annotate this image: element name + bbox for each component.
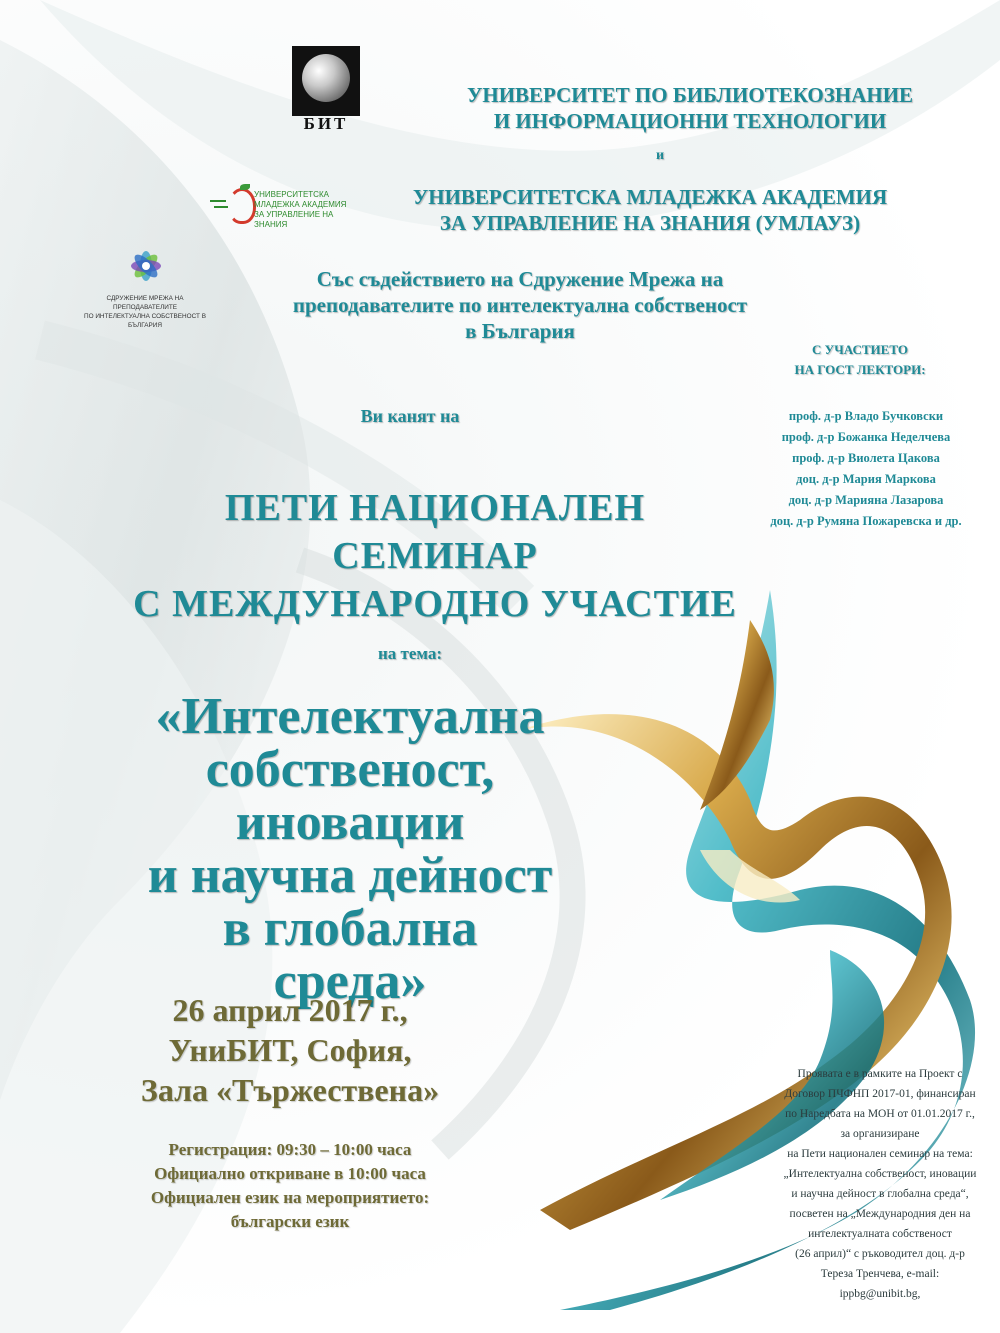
- note-line: интелектуалната собственост: [808, 1228, 952, 1240]
- network-association-logo: [80, 248, 210, 329]
- support-line3: в България: [465, 319, 575, 343]
- note-line: за организиране: [840, 1128, 920, 1140]
- umlauz-logo-text: [254, 190, 360, 230]
- note-line: по Наредбата на МОН от 01.01.2017 г.,: [785, 1108, 975, 1120]
- event-date: 26 април 2017 г.,: [172, 992, 408, 1028]
- guest-heading-line2: НА ГОСТ ЛЕКТОРИ:: [794, 362, 926, 377]
- event-details: [70, 1138, 510, 1234]
- support-statement: [220, 266, 820, 344]
- note-line: Договор ПЧФНП 2017-01, финансиран: [784, 1088, 976, 1100]
- note-line: Проявата е в рамките на Проект с: [797, 1068, 963, 1080]
- theme-label: на тема:: [377, 644, 443, 663]
- event-date-place: [70, 990, 510, 1110]
- official-language-label: Официален език на мероприятието:: [150, 1188, 430, 1207]
- guest-lecturer: доц. д-р Марияна Лазарова: [788, 493, 944, 507]
- note-line: „Интелектуална собственост, иновации: [783, 1168, 977, 1180]
- bit-logo-text: БИТ: [303, 114, 349, 133]
- event-title-line2: СЕМИНАР: [332, 535, 538, 577]
- leaf-icon: [240, 184, 250, 190]
- academy-name: [370, 184, 930, 236]
- network-logo-text: [80, 294, 210, 330]
- logo-line: [214, 206, 228, 208]
- event-title: [60, 484, 810, 628]
- flower-icon: [128, 248, 164, 284]
- note-line: (26 април)“ с ръководител доц. д-р: [795, 1248, 965, 1260]
- theme-line: собственост,: [205, 741, 495, 798]
- logo-line: [210, 200, 226, 202]
- guest-lecturer: проф. д-р Виолета Цакова: [792, 451, 940, 465]
- support-line2: преподавателите по интелектуална собственост: [292, 293, 748, 317]
- guest-heading-line1: С УЧАСТИЕТО: [812, 342, 908, 357]
- apple-icon: [228, 188, 256, 224]
- guest-lecturer: проф. д-р Божанка Неделчева: [781, 430, 951, 444]
- note-line: посветен на „Международния ден на: [789, 1208, 971, 1220]
- umlauz-logo: [210, 186, 360, 234]
- theme-line: в глобална: [222, 900, 478, 957]
- sphere-icon: [302, 54, 350, 102]
- seminar-theme: [30, 690, 670, 1008]
- event-title-line3: С МЕЖДУНАРОДНО УЧАСТИЕ: [133, 583, 737, 625]
- guest-lecturer: доц. д-р Мария Маркова: [796, 472, 936, 486]
- note-line: и научна дейност в глобална среда“,: [791, 1188, 969, 1200]
- theme-line: «Интелектуална: [155, 688, 545, 745]
- support-line1: Със съдействието на Сдружение Мрежа на: [316, 267, 724, 291]
- theme-line: и научна дейност: [147, 847, 553, 904]
- note-line: на Пети национален семинар на тема:: [787, 1148, 973, 1160]
- official-language: български език: [230, 1212, 350, 1231]
- note-line: Тереза Тренчева, e-mail:: [820, 1268, 940, 1280]
- guest-lecturers-heading: [780, 340, 940, 380]
- contact-email: ippbg@unibit.bg,: [839, 1288, 921, 1300]
- bit-logo-emblem: [292, 46, 360, 116]
- theme-line: иновации: [235, 794, 465, 851]
- event-title-line1: ПЕТИ НАЦИОНАЛЕН: [224, 487, 646, 529]
- event-hall: Зала «Тържествена»: [140, 1072, 440, 1108]
- umlauz-logo-line: ЗА УПРАВЛЕНИЕ НА ЗНАНИЯ: [254, 210, 334, 229]
- bit-logo: [292, 46, 360, 134]
- university-name-line1: УНИВЕРСИТЕТ ПО БИБЛИОТЕКОЗНАНИЕ: [466, 83, 914, 107]
- umlauz-logo-line: МЛАДЕЖКА АКАДЕМИЯ: [254, 200, 347, 209]
- network-logo-line: СДРУЖЕНИЕ МРЕЖА НА ПРЕПОДАВАТЕЛИТЕ: [106, 295, 184, 311]
- project-funding-note: [760, 1064, 1000, 1304]
- university-name: [380, 82, 1000, 134]
- opening-time: Официално откриване в 10:00 часа: [154, 1164, 426, 1183]
- registration-time: Регистрация: 09:30 – 10:00 часа: [168, 1140, 412, 1159]
- event-place: УниБИТ, София,: [168, 1032, 412, 1068]
- academy-name-line1: УНИВЕРСИТЕТСКА МЛАДЕЖКА АКАДЕМИЯ: [412, 185, 888, 209]
- university-name-line2: И ИНФОРМАЦИОННИ ТЕХНОЛОГИИ: [493, 109, 887, 133]
- academy-name-line2: ЗА УПРАВЛЕНИЕ НА ЗНАНИЯ (УМЛАУЗ): [439, 211, 861, 235]
- umlauz-logo-line: УНИВЕРСИТЕТСКА: [254, 190, 329, 199]
- network-logo-line: ПО ИНТЕЛЕКТУАЛНА СОБСТВЕНОСТ В БЪЛГАРИЯ: [83, 313, 206, 329]
- guest-lecturer: доц. д-р Румяна Пожаревска и др.: [770, 514, 962, 528]
- invite-text: Ви канят на: [360, 406, 460, 426]
- theme-line: среда»: [273, 953, 427, 1010]
- and-connector: и: [655, 148, 665, 163]
- guest-lecturer: проф. д-р Владо Бучковски: [788, 409, 944, 423]
